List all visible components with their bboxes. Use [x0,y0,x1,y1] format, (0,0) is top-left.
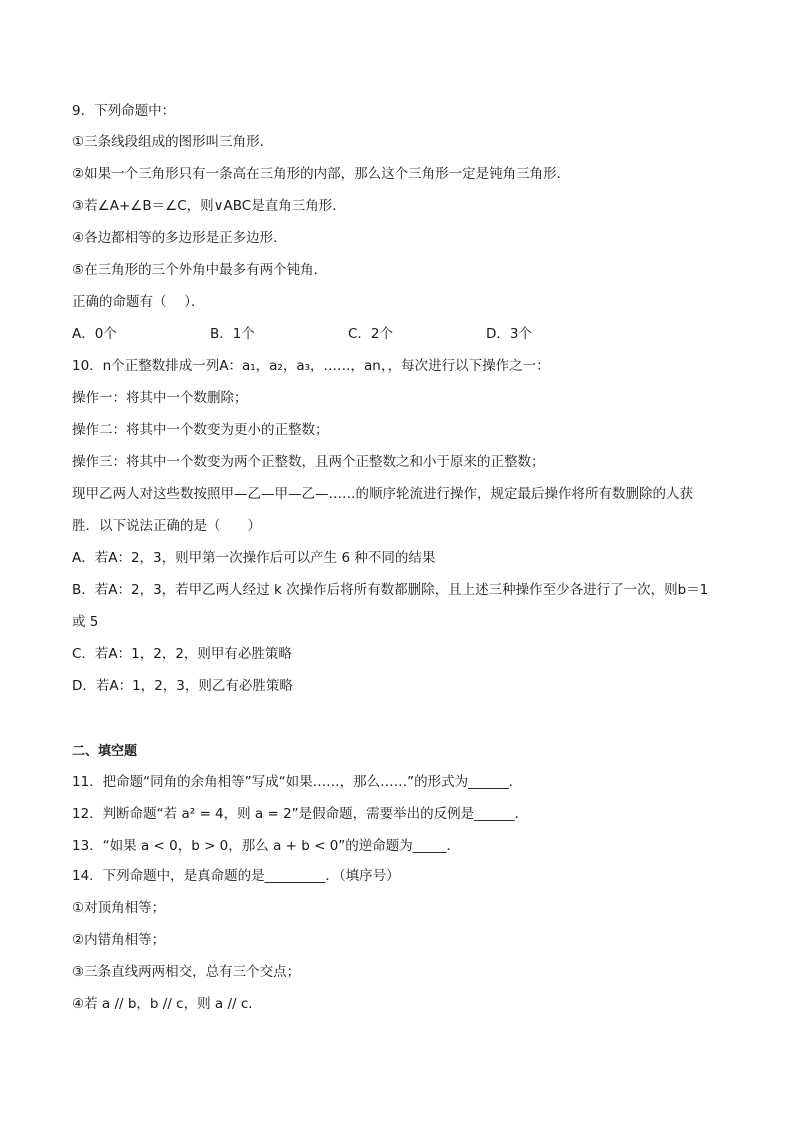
q11: 11．把命题“同角的余角相等”写成“如果……，那么……”的形式为______． [72,774,523,790]
q9-item-2: ②如果一个三角形只有一条高在三角形的内部，那么这个三角形一定是钝角三角形． [72,166,571,182]
q9-option-c: C．2个 [348,326,394,342]
q9-option-d: D．3个 [486,326,532,342]
q10-stem: 10．n个正整数排成一列A：a₁，a₂，a₃，……，an，，每次进行以下操作之一： [72,358,550,374]
q10-option-b-cont: 或 5 [72,614,99,630]
q10-op-3: 操作三：将其中一个数变为两个正整数，且两个正整数之和小于原来的正整数； [72,454,545,470]
q10-desc-line2: 胜．以下说法正确的是（ ） [72,518,261,534]
q14-item-4: ④若 a // b，b // c，则 a // c． [72,996,262,1012]
q14-item-3: ③三条直线两两相交，总有三个交点； [72,964,301,980]
q10-option-d: D．若A：1，2，3，则乙有必胜策略 [72,678,293,694]
q9-prompt: 正确的命题有（ ）． [72,294,205,310]
q9-item-1: ①三条线段组成的图形叫三角形． [72,134,274,150]
q10-option-b: B．若A：2，3，若甲乙两人经过 k 次操作后将所有数都删除，且上述三种操作至少各进行了一次，则b＝1 [72,582,709,598]
q13: 13．“如果 a < 0，b > 0，那么 a + b < 0”的逆命题为_____． [72,838,461,854]
q9-option-b: B．1个 [210,326,255,342]
q10-op-2: 操作二：将其中一个数变为更小的正整数； [72,422,329,438]
q10-option-a: A．若A：2，3，则甲第一次操作后可以产生 6 种不同的结果 [72,550,436,566]
q10-op-1: 操作一：将其中一个数删除； [72,390,248,406]
q9-stem: 9．下列命题中： [72,103,176,119]
q14-item-2: ②内错角相等； [72,932,166,948]
q10-option-c: C．若A：1，2，2，则甲有必胜策略 [72,646,292,662]
q9-option-a: A．0个 [72,326,117,342]
q9-item-5: ⑤在三角形的三个外角中最多有两个钝角． [72,262,328,278]
section-heading: 二、填空题 [72,744,138,759]
q14-stem: 14．下列命题中，是真命题的是_________．（填序号） [72,868,400,884]
q14-item-1: ①对顶角相等； [72,900,166,916]
q9-item-4: ④各边都相等的多边形是正多边形． [72,230,287,246]
q10-desc-line1: 现甲乙两人对这些数按照甲—乙—甲—乙—……的顺序轮流进行操作，规定最后操作将所有数删除的人获 [72,486,693,502]
q9-item-3: ③若∠A+∠B＝∠C，则∨ABC是直角三角形． [72,198,346,214]
q12: 12．判断命题“若 a² = 4，则 a = 2”是假命题，需要举出的反例是______． [72,806,529,822]
